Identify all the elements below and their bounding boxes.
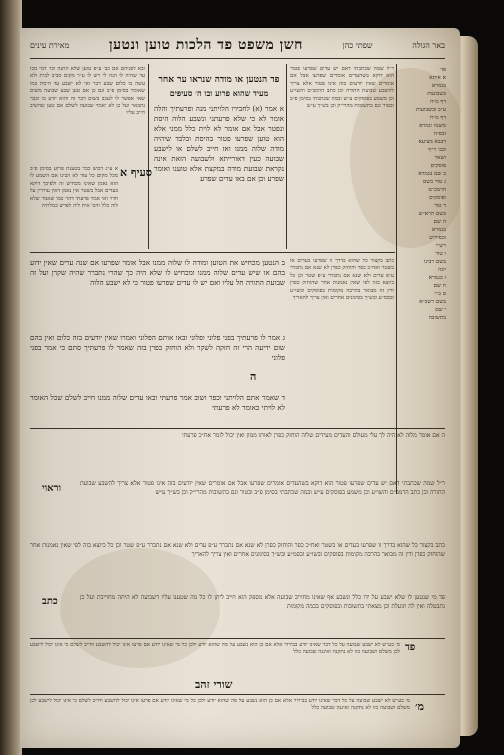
footer-title: שורי זהב [195,678,233,691]
label-kosher: כתב [42,596,58,607]
running-header [30,34,445,56]
commentary-top-left: ובא לפניהם אם כב׳ ע״פ טוען שלא התנה וכו׳ דמי מכו עד שהיה לו הגה לי ויש לו ע״ר מקום סביב לבית ולא עשה בו כלום שבע דבר ואי לא ישבע עד היסת כמו שאומר בסימן פ״ב וגם כן אם טען שבע שבועה משום שאי אפשר לו לעכב בשום דבר זה והוא יודע בו וכבר נתבאר ועל כן לא יאמר שבועה לשלם אם טען שהשיב חייב עליו [30,66,145,117]
lower-commentary-5: מ׳ בע״ש לא ישבע שבועה על כל דבר שאינו יודע בבירור אלא אם כן הוא נשבע על מה שהוא יודע ולכן כל מי שאינו יודע אם פרעו אינו יכול להשבע וחייב לשלם כי אינו יכול לישבע לכן משלם ושבועה כזו לא נתקנה ואיננה שבועה כלל [30,642,400,656]
siman-heading: פד הנטען או מודה שנראו ער אחר [158,75,280,85]
header-title: חשן משפט פד הלכות טוען ונטען [109,36,303,53]
left-page-edge [0,0,22,755]
lower-commentary-3: כתב בקצור כל שהוא בדרך זו שפרעו בעדים או בשטר ואח״כ כפר והוחזק כפרן לא שנא אם נתברר ע״פ עדים ולא שנא אם נתברר ע״פ שטר וכן כל כיוצא בזה לפי שאין נאמנות אחר שהוחזק כפרן ודין זה מבואר בהרבה מקומות בפוסקים ובשו״ע ובסמ״ע ובש״ך בסימנים אחרים ואין צריך להאריך [30,542,445,558]
section-rule [30,252,395,253]
commentary-mid-left: א ע״ג דבוש כבר בטענת פרוע בסימן פ״ב מכל מקום כל עוד לא הבינו אם השמע לו הוא נאמן שאינו מכחיש זה ולפיכך דוקא בעדים אבל בשטר אין נאמן דאין עוררין על חדר ואי אמר פרעתי דהוי כמו שאמר שלא לוה כלל והכי אית ליה לפרש במלתיה [30,166,118,210]
header-rights-note: שפתי כהן [342,40,373,50]
commentary-right-2: כתב בקצור כל שהוא בדרך זו שפרעו בעדים או בשטר ואח״כ כפר והוחזק כפרן לא שנא אם נתברר ע״פ עדים ולא שנא אם נתברר ע״פ שטר וכן כל כיוצא בזה לפי שאין נאמנות אחר שהוחזק כפרן ודין זה מבואר בהרבה מקומות בפוסקים ובשו״ע ובסמ״ע ובש״ך בסימנים אחרים ואין צריך להאריך [290,258,394,302]
label-veraah: וראוי [42,483,62,494]
footer-seif-label: פד [405,642,416,653]
section-rule [30,638,445,639]
header-rule [30,58,445,59]
main-text-seif-1: א אמר (א) לחבירו הלויתני מנה ופרעתיך והלה אומר לא כי שלא פרעתני ונשבע הלוה היסת ונפטר אבל אם אומר לא לוית כלל ממני אלא הוא טוען שפרעו פטור בהיסת ובלבד שיהיה מודה שלוה ממנו ואז חייב לשלם או לישבע שבועה כעין דאורייתא ולשבועה הזאת אינה נקראת שבועת מודה במקצת אלא טוענו ואומר שפרע וכן אם באו עדים שפרע [154,104,284,183]
main-text-seif-3: ג אמר לו פרעתיך בפני פלוני ופלוני ובאו אותם הפלוני ואמרו שאין יודעים בזה כלום ואין בהם שום ידיעה הרי זה חזקה לשקר ולא הוחזק כפרן בזה שאמר לו פרעתיך סתם כי אמר בפני פלוני [30,333,285,362]
lower-commentary-4: פד מי שנטען לו שלא ישבע על ידו כלל ונשבע אף שאינו מחוייב שבועה אלא מספק הוא חייב ליתן לו כל מה שטענו עליו דשבועה לא היתה מחוייבת ועל כן נתבטלה ואין לה תועלת וכן מצאתי בתשובות ובפוסקים בכמה מקומות [80,594,445,610]
section-rule [30,428,445,429]
column-rule [286,64,287,249]
margin-notes: פד א איתא בגמרא בשבועות דף מ״ה ע״ב ובשבועות דף מ״ח משנה וגמרא ובפ״ה דבבא מציעא וכב׳ ר״ף ושאר פוסקים ב שם בגמרא ג טור בשם הרמב״ם ופוסקים ד טור בשם הרא״ש ה שם בגמרא וכפירוש רש״י ו טור בשם רבינו יונה ז בגמרא ח שם ט ב״י בשם רשב״א י שם בתשובה [416,67,446,321]
column-rule [148,64,149,249]
commentary-top-right: ר״ל שמה שכתבתי דאם יש עדים שפרעו פטור הוא דוקא בשהעדים אומרים שפרעו אבל אם אומרים שאין יודעים בזה אינו פטור אלא צריך להשבע שבועת התורה וכן כתב הרמב״ם והשו״ע וכן משמע בפוסקים ע״ש ובמה שכתבתי בסימן פ״ב ובטור וגם בתשובות מהרי״ק וכן בש״ך ע״ש [290,66,394,110]
seif-marker-h: ה [250,370,257,383]
main-text-seif-4: ד שאמר אתם הלויתני וכפר ושוב אמר פרעתי ובאו עדים שלוה ממנו חייב לשלם שכל האומר לא לויתי כאומר לא פרעתי [30,393,285,412]
footer-rule [30,694,445,695]
book-page [20,28,460,748]
lower-commentary-2: ר״ל שמה שכתבתי דאם יש עדים שפרעו פטור הוא דוקא בשהעדים אומרים שפרעו אבל אם אומרים שאין יודעים בזה אינו פטור אלא צריך להשבע שבועת התורה וכן כתב הרמב״ם והשו״ע וכן משמע בפוסקים ע״ש ובמה שכתבתי בסימן פ״ב ובטור וגם בתשובות מהרי״ק וכן בש״ך ע״ש [80,480,445,496]
footer-seif-mem: מ׳ [415,700,425,713]
seif-marker-a: סעיף א [120,166,152,179]
header-right: באר הגולה [412,40,445,50]
header-left: מאירת עינים [30,40,70,50]
lower-commentary-1: ה אם אומר מלוה לא היה לך עלי מעולם והעדים מעידים שלוה הוחזק כפרן לאותו ממון ואין יכול לומר אח״כ פרעתי [181,432,445,439]
siman-subheading: מעיד שהוא פרוע ובו ה׳ סעיפים [169,88,269,98]
margin-rule [396,64,397,494]
main-text-seif-2: ב הנטען מכחיש את הטוען ומודה לו שלוה ממנו אבל אומר שפרעו אם שנה ערים שאין ידוע בהם או שיש עדים שלוה ממנו ומכחיש לו שלא היה כך שהרי נתברר שהיה שקרן ועל זה שבועת התורה חל עליו ואם יש לו עדים שפרעו פטור כי לא ישבע הלוה [30,258,285,287]
footer-text: מ׳ בע״ש לא ישבע שבועה על כל דבר שאינו יודע בבירור אלא אם כן הוא נשבע על מה שהוא יודע ולכן כל מי שאינו יודע אם פרעו אינו יכול להשבע וחייב לשלם כי אינו יכול לישבע לכן משלם ושבועה כזו לא נתקנה ואיננה שבועה כלל [30,698,410,712]
